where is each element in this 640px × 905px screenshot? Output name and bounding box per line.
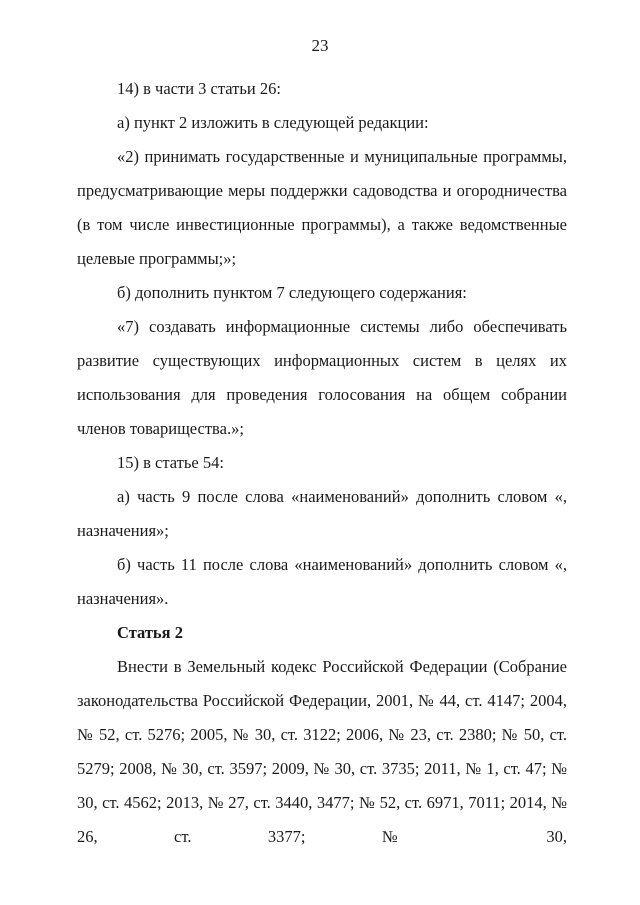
item-15-b: б) часть 11 после слова «наименований» дополнить словом «, назначения». [77,555,567,608]
subitem-a-title: а) пункт 2 изложить в следующей редакции: [117,113,429,132]
item-14: 14) в части 3 статьи 26: [117,79,281,98]
quoted-point-7: «7) создавать информационные системы либо обеспечивать развитие существующих информационных систем в целях их использования для проведения голосования на общем собрании членов товарищества.»; [77,317,567,438]
item-15-a: а) часть 9 после слова «наименований» дополнить словом «, назначения»; [77,487,567,540]
page-number: 23 [311,36,329,55]
article-2-text: Внести в Земельный кодекс Российской Федерации (Собрание законодательства Российской Федерации, 2001, № 44, ст. 4147; 2004, № 52, ст. 5276; 2005, № 30, ст. 3122; 2006, № 23, ст. 2380; № 50, ст. 5279; 2008, № 30, ст. 3597; 2009, № 30, ст. 3735; 2011, № 1, ст. 47; № 30, ст. 4562; 2013, № 27, ст. 3440, 3477; № 52, ст. 6971, 7011; 2014, № 26, ст. 3377; № 30, [77,657,567,846]
quoted-point-2: «2) принимать государственные и муниципальные программы, предусматривающие меры поддержки садоводства и огородничества (в том числе инвестиционные программы), а также ведомственные целевые программы;»; [77,147,567,268]
subitem-b-title: б) дополнить пунктом 7 следующего содержания: [117,283,467,302]
item-15: 15) в статье 54: [117,453,224,472]
document-body [77,72,567,854]
article-2-heading: Статья 2 [117,623,183,642]
